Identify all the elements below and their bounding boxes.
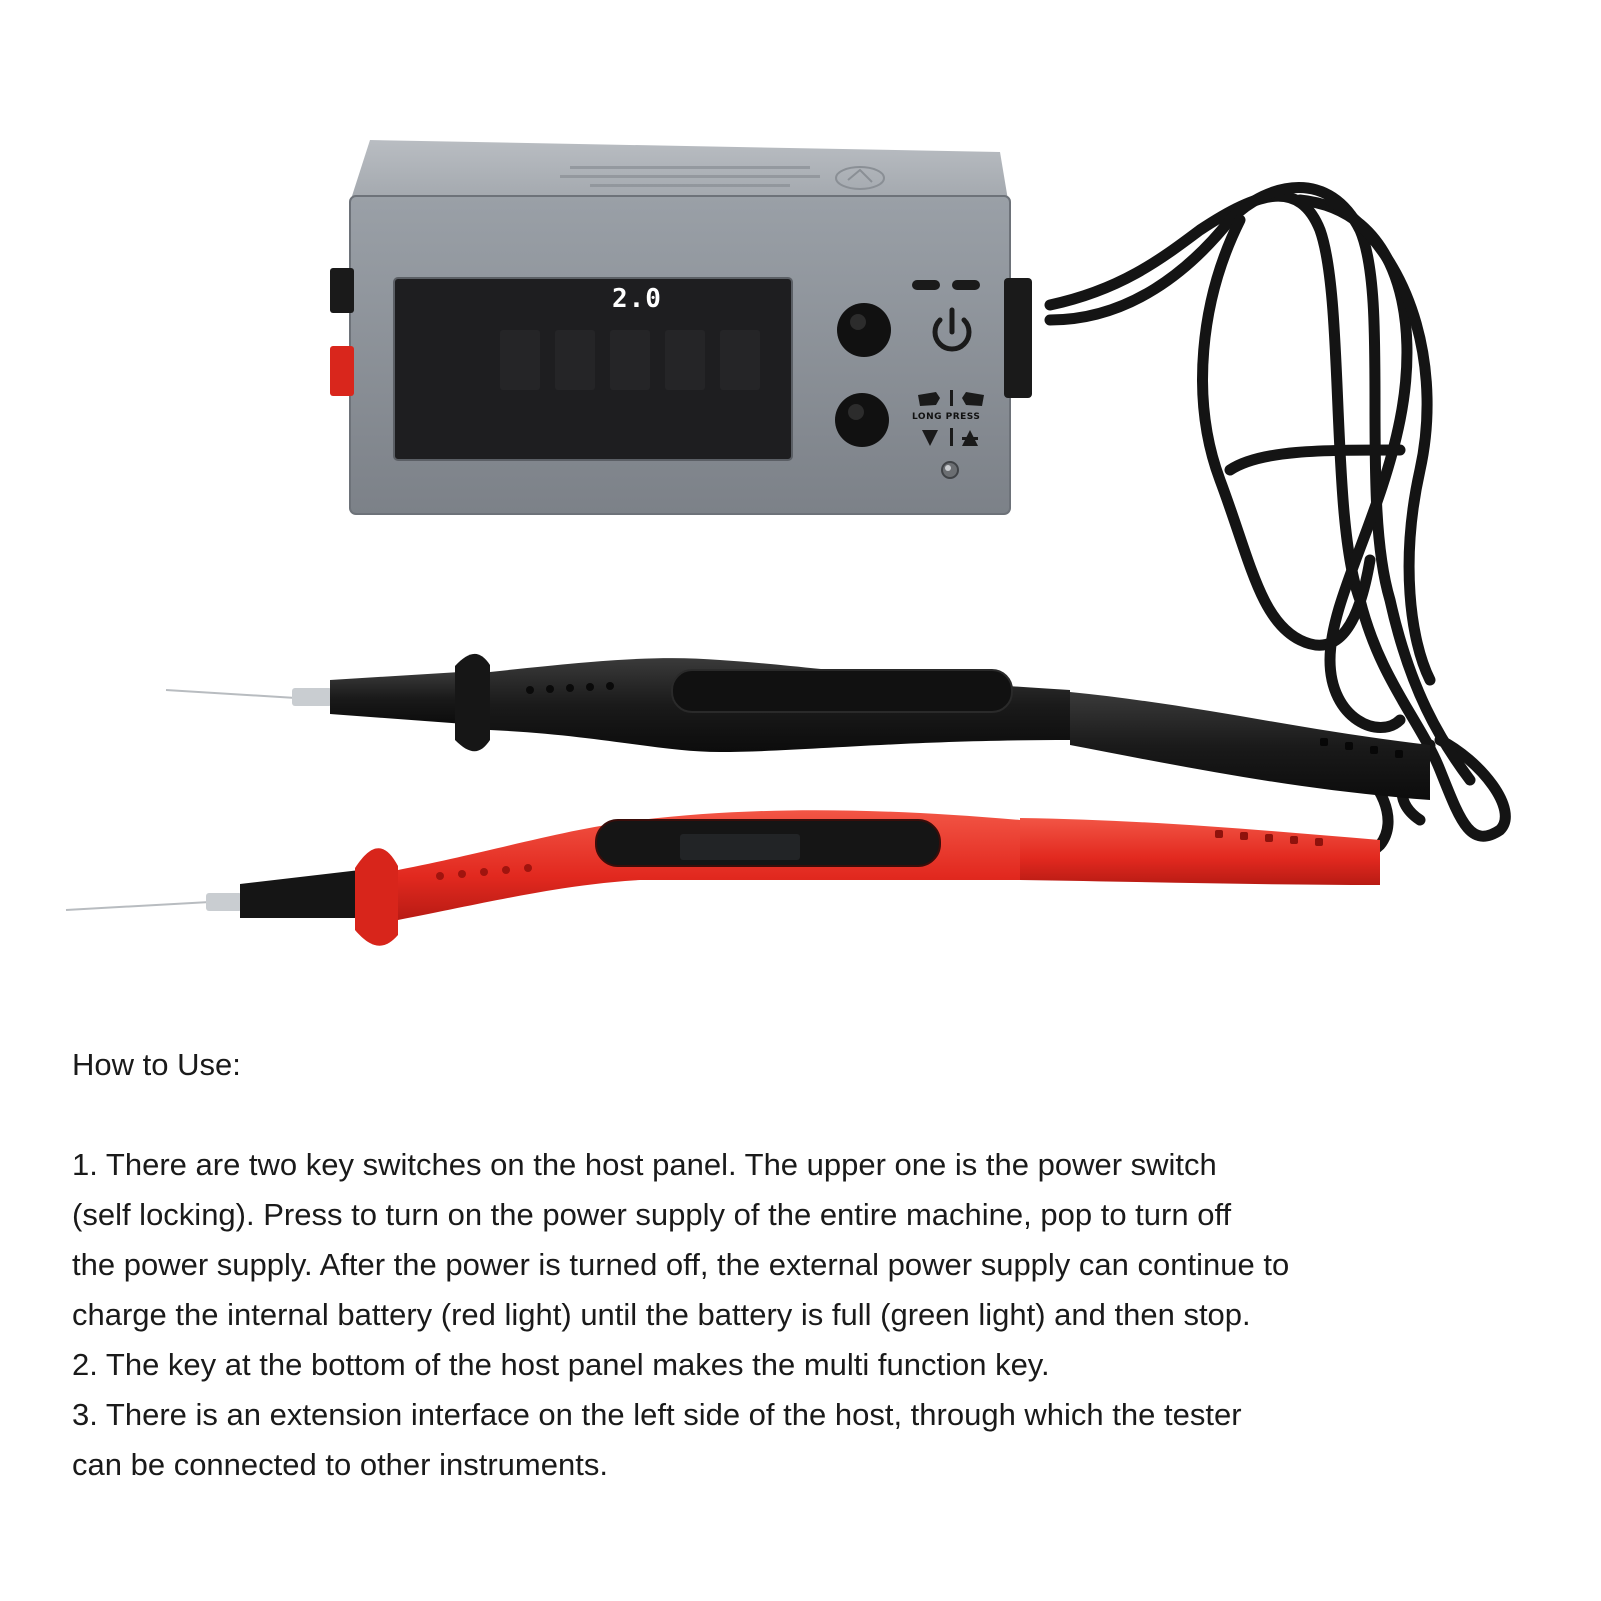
tester-host	[330, 140, 1032, 514]
long-press-label: LONG PRESS	[912, 412, 981, 422]
instruction-line: (self locking). Press to turn on the power supply of the entire machine, pop to turn off	[72, 1197, 1232, 1232]
power-switch-button[interactable]	[837, 303, 891, 357]
instructions-body	[72, 1140, 1572, 1490]
multi-function-button[interactable]	[835, 393, 889, 447]
instruction-line: 2. The key at the bottom of the host panel makes the multi function key.	[72, 1347, 1050, 1382]
instruction-line: charge the internal battery (red light) until the battery is full (green light) and then stop.	[72, 1297, 1251, 1332]
usage-instructions	[72, 1040, 1572, 1490]
instructions-heading: How to Use:	[72, 1047, 241, 1082]
instruction-line: 3. There is an extension interface on the left side of the host, through which the tester	[72, 1397, 1242, 1432]
instruction-line: 1. There are two key switches on the host panel. The upper one is the power switch	[72, 1147, 1217, 1182]
extension-port-black	[330, 268, 354, 313]
instruction-line: can be connected to other instruments.	[72, 1447, 608, 1482]
status-led-left	[912, 280, 940, 290]
cable-port	[1004, 278, 1032, 398]
instruction-line: the power supply. After the power is turned off, the external power supply can continue to	[72, 1247, 1290, 1282]
extension-port-red	[330, 346, 354, 396]
status-led-right	[952, 280, 980, 290]
red-test-probe	[66, 810, 1380, 945]
black-test-probe	[166, 654, 1430, 800]
display-readout: 2.0	[612, 284, 662, 314]
